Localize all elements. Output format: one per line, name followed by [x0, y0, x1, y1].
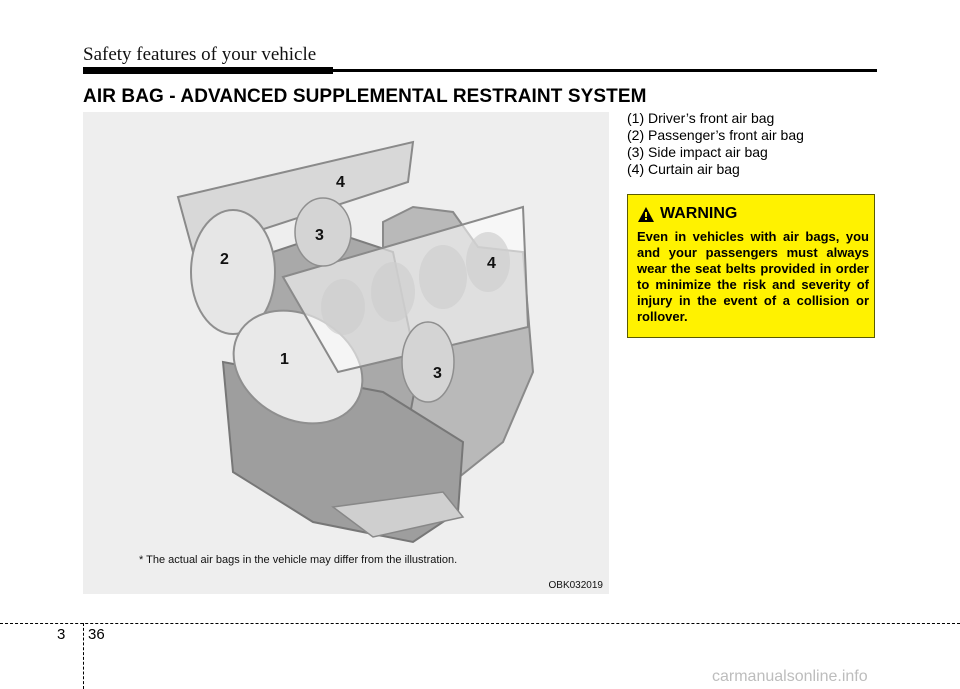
warning-text: Even in vehicles with air bags, you and your passengers must always wear the seat belts provided in order to minimize the risk and severity of injury in the event of a collision or rollover.	[637, 229, 869, 324]
page-number: 36	[88, 626, 105, 643]
legend-item: (4) Curtain air bag	[627, 161, 740, 177]
callout-3-upper: 3	[315, 227, 324, 244]
footer-divider	[83, 623, 84, 689]
callout-4-upper: 4	[336, 174, 345, 191]
legend-item: (3) Side impact air bag	[627, 144, 768, 160]
airbag-illustration	[83, 112, 609, 594]
callout-1: 1	[280, 351, 289, 368]
header-rule-accent	[83, 67, 333, 74]
legend-item: (2) Passenger’s front air bag	[627, 127, 804, 143]
airbag-illustration-drawing	[83, 112, 609, 594]
figure-code: OBK032019	[548, 580, 603, 591]
legend-item: (1) Driver’s front air bag	[627, 110, 775, 126]
airbag-legend	[627, 110, 804, 178]
callout-4-lower: 4	[487, 255, 496, 272]
figure-footnote: * The actual air bags in the vehicle may differ from the illustration.	[139, 554, 458, 566]
warning-triangle-icon	[638, 207, 654, 222]
callout-2: 2	[220, 251, 229, 268]
curtain-chamber-shape	[321, 279, 365, 335]
curtain-chamber-shape	[419, 245, 467, 309]
curtain-chamber-shape	[371, 262, 415, 322]
warning-header	[638, 205, 737, 223]
footer-rule	[0, 623, 960, 624]
warning-title: WARNING	[660, 205, 738, 222]
chapter-number: 3	[57, 626, 66, 643]
section-title: AIR BAG - ADVANCED SUPPLEMENTAL RESTRAINT SYSTEM	[83, 86, 647, 107]
side-airbag-shape	[402, 322, 454, 402]
watermark: carmanualsonline.info	[712, 668, 868, 685]
header-title: Safety features of your vehicle	[83, 44, 317, 65]
warning-box	[627, 194, 875, 338]
callout-3-lower: 3	[433, 365, 442, 382]
